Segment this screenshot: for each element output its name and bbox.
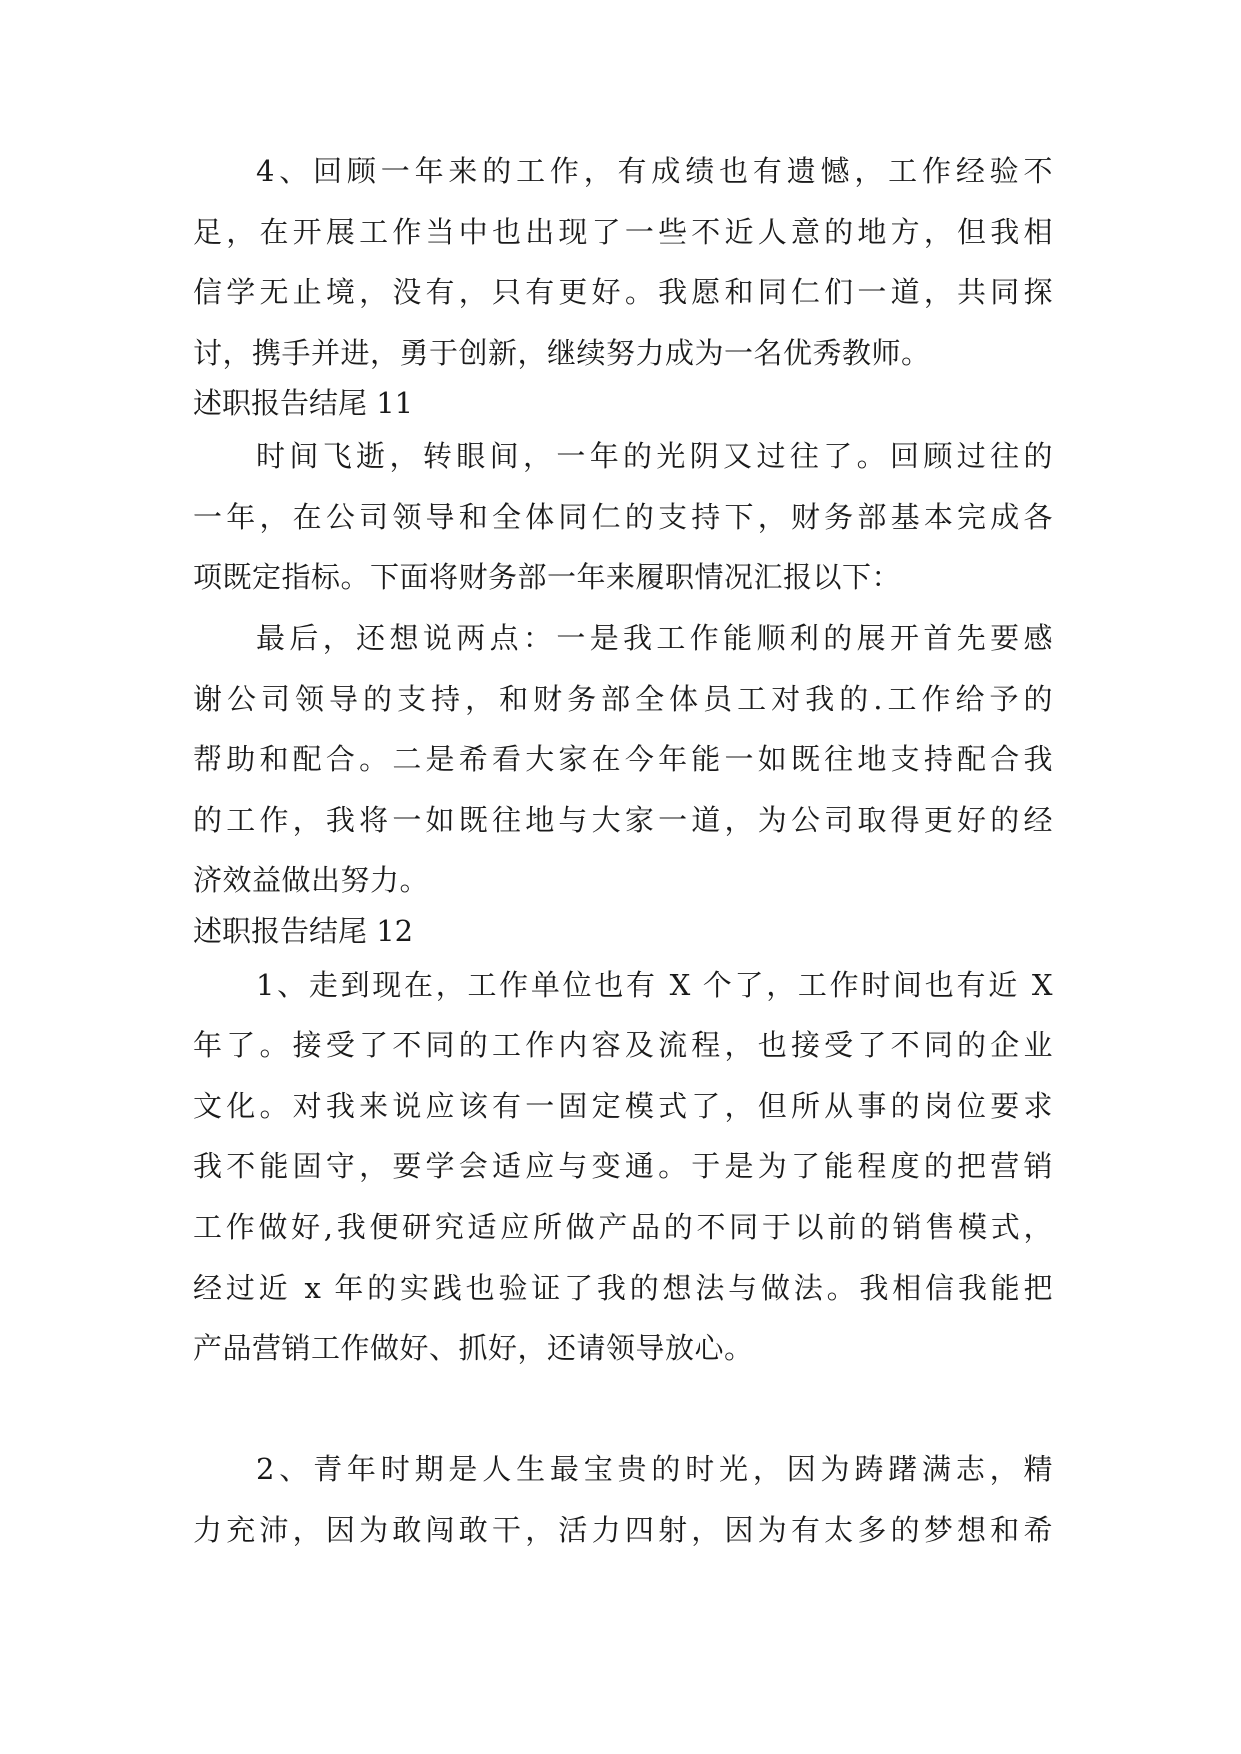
paragraph-line: 1、走到现在，工作单位也有 X 个了，工作时间也有近 X: [256, 968, 1053, 1002]
paragraph-line: 力充沛，因为敢闯敢干，活力四射，因为有太多的梦想和希: [193, 1513, 1053, 1547]
paragraph-line: 年了。接受了不同的工作内容及流程，也接受了不同的企业: [193, 1028, 1053, 1062]
paragraph-line: 一年，在公司领导和全体同仁的支持下，财务部基本完成各: [193, 500, 1053, 534]
paragraph-line: 经过近 x 年的实践也验证了我的想法与做法。我相信我能把: [193, 1271, 1053, 1305]
paragraph-line: 足，在开展工作当中也出现了一些不近人意的地方，但我相: [193, 215, 1053, 249]
paragraph-line: 2、青年时期是人生最宝贵的时光，因为踌躇满志，精: [256, 1452, 1053, 1486]
paragraph-line: 时间飞逝，转眼间，一年的光阴又过往了。回顾过往的: [256, 439, 1053, 473]
paragraph-line: 文化。对我来说应该有一固定模式了，但所从事的岗位要求: [193, 1089, 1053, 1123]
paragraph-line: 谢公司领导的支持，和财务部全体员工对我的.工作给予的: [193, 682, 1053, 716]
paragraph-line: 帮助和配合。二是希看大家在今年能一如既往地支持配合我: [193, 742, 1053, 776]
section-heading: 述职报告结尾 12: [193, 914, 414, 948]
paragraph-line: 济效益做出努力。: [193, 863, 430, 897]
paragraph-line: 讨，携手并进，勇于创新，继续努力成为一名优秀教师。: [193, 336, 931, 370]
paragraph-line: 的工作，我将一如既往地与大家一道，为公司取得更好的经: [193, 803, 1053, 837]
paragraph-line: 4、回顾一年来的工作，有成绩也有遗憾，工作经验不: [256, 154, 1053, 188]
paragraph-line: 最后，还想说两点：一是我工作能顺利的展开首先要感: [256, 621, 1053, 655]
paragraph-line: 信学无止境，没有，只有更好。我愿和同仁们一道，共同探: [193, 275, 1053, 309]
paragraph-line: 项既定指标。下面将财务部一年来履职情况汇报以下：: [193, 560, 902, 594]
paragraph-line: 产品营销工作做好、抓好，还请领导放心。: [193, 1331, 754, 1365]
section-heading: 述职报告结尾 11: [193, 386, 414, 420]
paragraph-line: 我不能固守，要学会适应与变通。于是为了能程度的把营销: [193, 1149, 1053, 1183]
paragraph-line: 工作做好,我便研究适应所做产品的不同于以前的销售模式，: [193, 1210, 1053, 1244]
